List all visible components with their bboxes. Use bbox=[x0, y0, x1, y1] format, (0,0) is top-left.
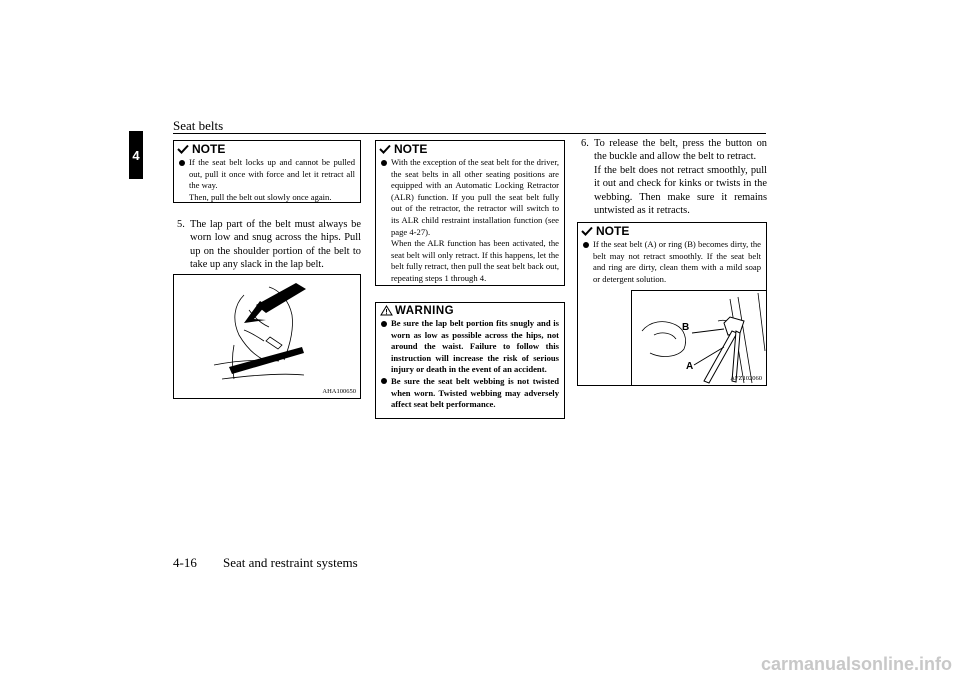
figure-code-2: AFZ102060 bbox=[730, 375, 762, 382]
step-5: 5. The lap part of the belt must always be worn low and snug across the hips. Pull up on the shoulder portion of the belt to take up any slack in the lap belt. bbox=[177, 219, 361, 271]
section-title: Seat and restraint systems bbox=[223, 555, 358, 570]
note3-bullet: If the seat belt (A) or ring (B) becomes dirty, the belt may not retract smoothly. If the seat belt and ring are dirty, clean them with a mild soap or detergent solution. bbox=[583, 239, 761, 285]
note-check-icon bbox=[177, 144, 189, 154]
warning-item: Be sure the seat belt webbing is not twisted when worn. Twisted webbing may adversely affect seat belt performance. bbox=[381, 376, 559, 411]
belt-ring-illustration bbox=[632, 291, 766, 385]
watermark: carmanualsonline.info bbox=[760, 654, 952, 674]
label-b: B bbox=[682, 322, 690, 333]
note2-bullet: With the exception of the seat belt for the driver, the seat belts in all other seating positions are equipped with an Automatic Locking Retractor (ALR) function. If you pull the seat belt fully out of the retractor, the retractor will switch to its ALR child restraint installation function (see page 4-27). When the ALR function has been activated, the seat belt will only retract. If this happens, let the belt fully retract, then pull the seat belt back out, repeating steps 1 through 4. bbox=[381, 157, 559, 285]
figure-lap-belt bbox=[173, 274, 361, 399]
step-6: 6. To release the belt, press the button on the buckle and allow the belt to retract. If the belt does not retract smoothly, pull it out and check for kinks or twists in the webbing. Then make sure it remains untwisted as it retracts. bbox=[581, 138, 767, 217]
note-heading-1: NOTE bbox=[174, 141, 360, 157]
label-a: A bbox=[686, 361, 694, 372]
warning-box bbox=[375, 302, 565, 419]
warning-item: Be sure the lap belt portion fits snugly and is worn as low as possible across the hips, not around the waist. Failure to follow this instruction will increase the risk of serious injury or death in the event of an accident. bbox=[381, 318, 559, 376]
note1-bullet: If the seat belt locks up and cannot be pulled out, pull it once with force and let it retract all the way. Then, pull the belt out slowly once again. bbox=[179, 157, 355, 203]
chapter-number: 4 bbox=[132, 148, 140, 163]
warning-triangle-icon bbox=[380, 305, 393, 316]
bullet-dot bbox=[381, 160, 387, 166]
header-rule bbox=[173, 133, 766, 134]
note-heading-3: NOTE bbox=[578, 223, 766, 239]
warning-heading: WARNING bbox=[376, 303, 564, 318]
figure-code-1: AHA100650 bbox=[322, 388, 356, 395]
note-box-3 bbox=[577, 222, 767, 386]
figure-belt-ring bbox=[631, 290, 766, 385]
bullet-dot bbox=[381, 378, 387, 384]
note-check-icon bbox=[379, 144, 391, 154]
bullet-dot bbox=[381, 321, 387, 327]
note-box-1 bbox=[173, 140, 361, 203]
note-box-2 bbox=[375, 140, 565, 286]
page-number: 4-16 bbox=[173, 555, 197, 570]
bullet-dot bbox=[179, 160, 185, 166]
page-header-title: Seat belts bbox=[173, 118, 224, 133]
bullet-dot bbox=[583, 242, 589, 248]
note-heading-2: NOTE bbox=[376, 141, 564, 157]
lap-belt-illustration bbox=[174, 275, 360, 398]
note-check-icon bbox=[581, 226, 593, 236]
